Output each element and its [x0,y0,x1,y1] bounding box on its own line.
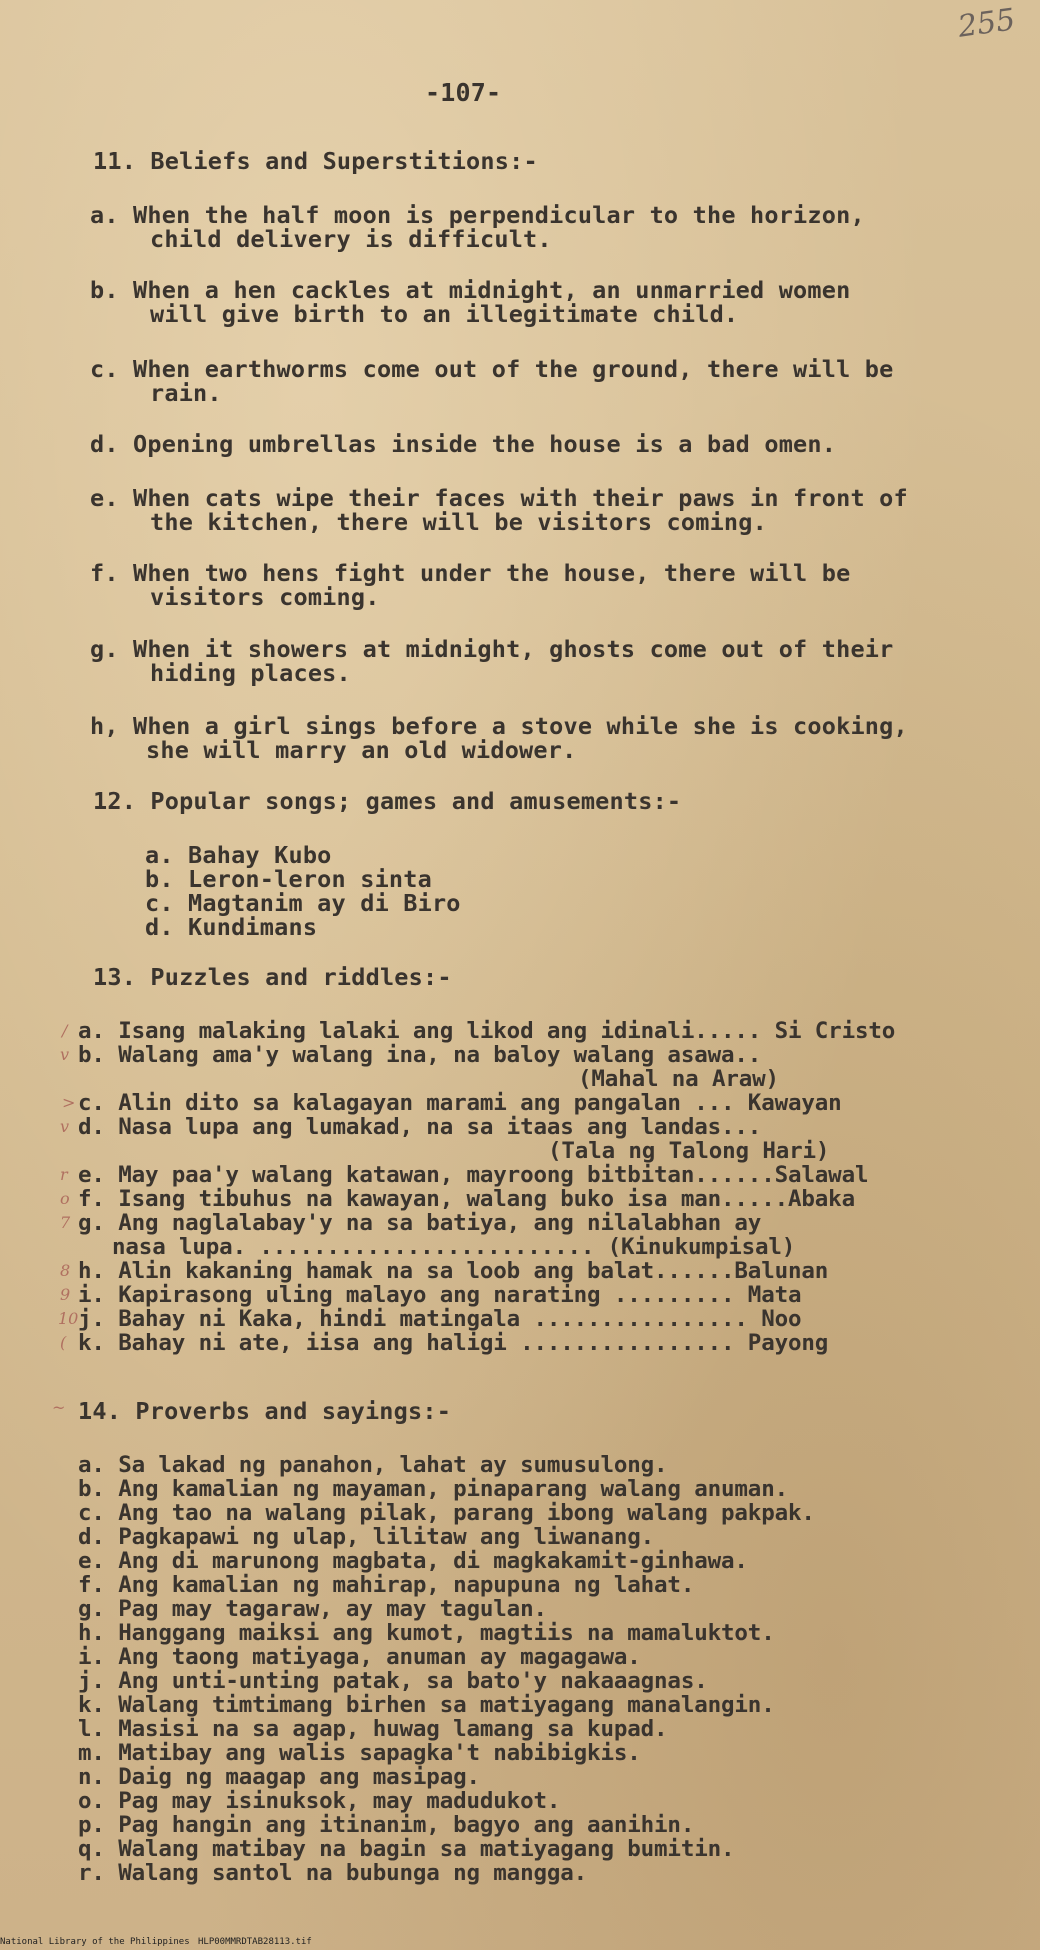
riddle-line: i. Kapirasong uling malayo ang narating ......... Mata [78,1282,802,1308]
section-heading-proverbs: 14. Proverbs and sayings:- [78,1397,452,1425]
riddle-line: k. Bahay ni ate, iisa ang haligi ................ Payong [78,1330,829,1356]
song-item: d. Kundimans [145,913,318,941]
proverb-line: n. Daig ng maagap ang masipag. [78,1764,480,1790]
belief-g-line2: hiding places. [150,659,351,687]
song-item: a. Bahay Kubo [145,841,332,869]
proverb-line: m. Matibay ang walis sapagka't nabibigkis. [78,1740,641,1766]
proverb-line: o. Pag may isinuksok, may madudukot. [78,1788,561,1814]
belief-d-line1: d. Opening umbrellas inside the house is a bad omen. [90,430,837,458]
belief-a-line1: a. When the half moon is perpendicular to the horizon, [90,201,865,229]
proverb-line: j. Ang unti-unting patak, sa bato'y nakaaagnas. [78,1668,708,1694]
belief-f-line1: f. When two hens fight under the house, there will be [90,559,851,587]
riddle-line: c. Alin dito sa kalagayan marami ang pangalan ... Kawayan [78,1090,842,1116]
margin-check-mark: 7 [60,1213,71,1232]
riddle-line: d. Nasa lupa ang lumakad, na sa itaas ang landas... [78,1114,762,1140]
belief-h-line2: she will marry an old widower. [146,736,577,764]
section-heading-riddles: 13. Puzzles and riddles:- [93,963,452,991]
riddle-line: nasa lupa. ......................... (Kinukumpisal) [112,1234,796,1260]
song-item: c. Magtanim ay di Biro [145,889,461,917]
riddle-line: (Mahal na Araw) [578,1066,779,1092]
belief-h-line1: h, When a girl sings before a stove while she is cooking, [90,712,908,740]
footer-filename: HLP00MMRDTAB28113.tif [198,1937,312,1947]
belief-g-line1: g. When it showers at midnight, ghosts come out of their [90,635,894,663]
margin-check-mark: v [60,1117,70,1136]
riddle-line: j. Bahay ni Kaka, hindi matingala ................ Noo [78,1306,802,1332]
proverb-line: l. Masisi na sa agap, huwag lamang sa kupad. [78,1716,668,1742]
margin-check-mark: ( [60,1333,67,1352]
riddle-line: e. May paa'y walang katawan, mayroong bitbitan......Salawal [78,1162,869,1188]
belief-c-line1: c. When earthworms come out of the ground, there will be [90,355,894,383]
riddle-line: f. Isang tibuhus na kawayan, walang buko isa man.....Abaka [78,1186,855,1212]
folio-number: 255 [955,2,1018,45]
belief-b-line1: b. When a hen cackles at midnight, an unmarried women [90,276,851,304]
margin-check-mark: ~ [52,1398,66,1417]
proverb-line: g. Pag may tagaraw, ay may tagulan. [78,1596,547,1622]
proverb-line: c. Ang tao na walang pilak, parang ibong walang pakpak. [78,1500,815,1526]
proverb-line: h. Hanggang maiksi ang kumot, magtiis na mamaluktot. [78,1620,775,1646]
riddle-line: (Tala ng Talong Hari) [548,1138,830,1164]
section-heading-beliefs: 11. Beliefs and Superstitions:- [93,147,538,175]
riddle-line: a. Isang malaking lalaki ang likod ang idinali..... Si Cristo [78,1018,896,1044]
proverb-line: b. Ang kamalian ng mayaman, pinaparang walang anuman. [78,1476,788,1502]
section-heading-songs: 12. Popular songs; games and amusements:- [93,787,682,815]
margin-check-mark: 9 [60,1285,71,1304]
proverb-line: i. Ang taong matiyaga, anuman ay magagawa. [78,1644,641,1670]
belief-c-line2: rain. [150,379,222,407]
margin-check-mark: o [60,1189,70,1208]
proverb-line: r. Walang santol na bubunga ng mangga. [78,1860,588,1886]
belief-f-line2: visitors coming. [150,583,380,611]
proverb-line: e. Ang di marunong magbata, di magkakamit-ginhawa. [78,1548,748,1574]
riddle-line: h. Alin kakaning hamak na sa loob ang balat......Balunan [78,1258,829,1284]
proverb-line: k. Walang timtimang birhen sa matiyagang manalangin. [78,1692,775,1718]
margin-check-mark: 8 [60,1261,71,1280]
margin-check-mark: v [60,1045,70,1064]
page-number: -107- [425,78,502,107]
belief-e-line1: e. When cats wipe their faces with their paws in front of [90,484,908,512]
riddle-line: g. Ang naglalabay'y na sa batiya, ang nilalabhan ay [78,1210,762,1236]
proverb-line: p. Pag hangin ang itinanim, bagyo ang aanihin. [78,1812,695,1838]
margin-check-mark: r [60,1165,68,1184]
belief-a-line2: child delivery is difficult. [150,225,552,253]
margin-check-mark: > [62,1093,76,1112]
margin-check-mark: 10 [58,1309,79,1328]
proverb-line: q. Walang matibay na bagin sa matiyagang bumitin. [78,1836,735,1862]
footer-library-credit: National Library of the Philippines [0,1937,190,1947]
belief-e-line2: the kitchen, there will be visitors coming. [150,508,767,536]
belief-b-line2: will give birth to an illegitimate child. [150,300,739,328]
proverb-line: d. Pagkapawi ng ulap, lilitaw ang liwanang. [78,1524,655,1550]
proverb-line: f. Ang kamalian ng mahirap, napupuna ng lahat. [78,1572,695,1598]
song-item: b. Leron-leron sinta [145,865,432,893]
proverb-line: a. Sa lakad ng panahon, lahat ay sumusulong. [78,1452,668,1478]
riddle-line: b. Walang ama'y walang ina, na baloy walang asawa.. [78,1042,762,1068]
margin-check-mark: / [62,1021,68,1040]
